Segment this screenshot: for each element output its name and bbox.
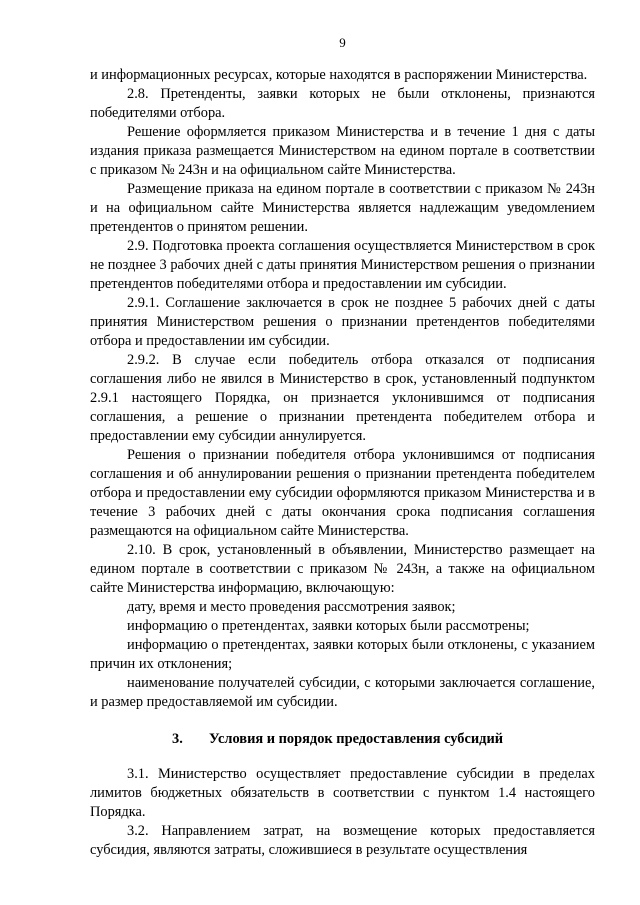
- document-body: [90, 66, 595, 860]
- paragraph: Размещение приказа на едином портале в соответствии с приказом № 243н и на официальном сайте Министерства является надлежащим уведомлением претендентов о принятом решении.: [90, 181, 595, 235]
- paragraph: 2.10. В срок, установленный в объявлении, Министерство размещает на едином портале в соответствии с приказом № 243н, а также на официальном сайте Министерства информацию, включающую:: [90, 542, 595, 596]
- paragraph: и информационных ресурсах, которые находятся в распоряжении Министерства.: [90, 67, 588, 83]
- paragraph: Решение оформляется приказом Министерства и в течение 1 дня с даты издания приказа размещается Министерством на едином портале в соответствии с приказом № 243н и на официальном сайте Министерства.: [90, 124, 595, 178]
- paragraph: информацию о претендентах, заявки которых были отклонены, с указанием причин их отклонения;: [90, 637, 595, 672]
- paragraph: 2.9. Подготовка проекта соглашения осуществляется Министерством в срок не позднее 3 рабочих дней с даты принятия Министерством решения о признании претендентов победителями отбора и предоставлении им субсидии.: [90, 238, 595, 292]
- paragraph: Решения о признании победителя отбора уклонившимся от подписания соглашения и об аннулировании решения о признании претендента победителем отбора и предоставлении ему субсидии оформляются приказом Министерства и в течение 3 рабочих дней с даты окончания срока подписания соглашения размещаются на официальном сайте Министерства.: [90, 447, 595, 539]
- paragraph: 2.9.2. В случае если победитель отбора отказался от подписания соглашения либо не явился в Министерство в срок, установленный подпунктом 2.9.1 настоящего Порядка, он признается уклонившимся от подписания соглашения, а решение о признании претендента победителем отбора и предоставлении ему субсидии аннулируется.: [90, 352, 595, 444]
- paragraph: дату, время и место проведения рассмотрения заявок;: [127, 599, 456, 615]
- paragraphs-bottom: [90, 765, 595, 860]
- section-title: Условия и порядок предоставления субсидий: [209, 731, 504, 747]
- page-number: 9: [339, 35, 346, 50]
- section-heading: [90, 730, 595, 749]
- paragraph: информацию о претендентах, заявки которых были рассмотрены;: [127, 618, 530, 634]
- section-number: 3.: [172, 731, 183, 747]
- paragraph: 2.9.1. Соглашение заключается в срок не позднее 5 рабочих дней с даты принятия Министерством решения о признании претендентов победителями отбора и предоставлении им субсидии.: [90, 295, 595, 349]
- paragraph: наименование получателей субсидии, с которыми заключается соглашение, и размер предоставляемой им субсидии.: [90, 675, 595, 710]
- paragraph: 3.1. Министерство осуществляет предоставление субсидии в пределах лимитов бюджетных обязательств в соответствии с пунктом 1.4 настоящего Порядка.: [90, 766, 595, 820]
- paragraphs-top: [90, 66, 595, 712]
- paragraph: 2.8. Претенденты, заявки которых не были отклонены, признаются победителями отбора.: [90, 86, 595, 121]
- paragraph: 3.2. Направлением затрат, на возмещение которых предоставляется субсидия, являются затраты, сложившиеся в результате осуществления: [90, 823, 595, 858]
